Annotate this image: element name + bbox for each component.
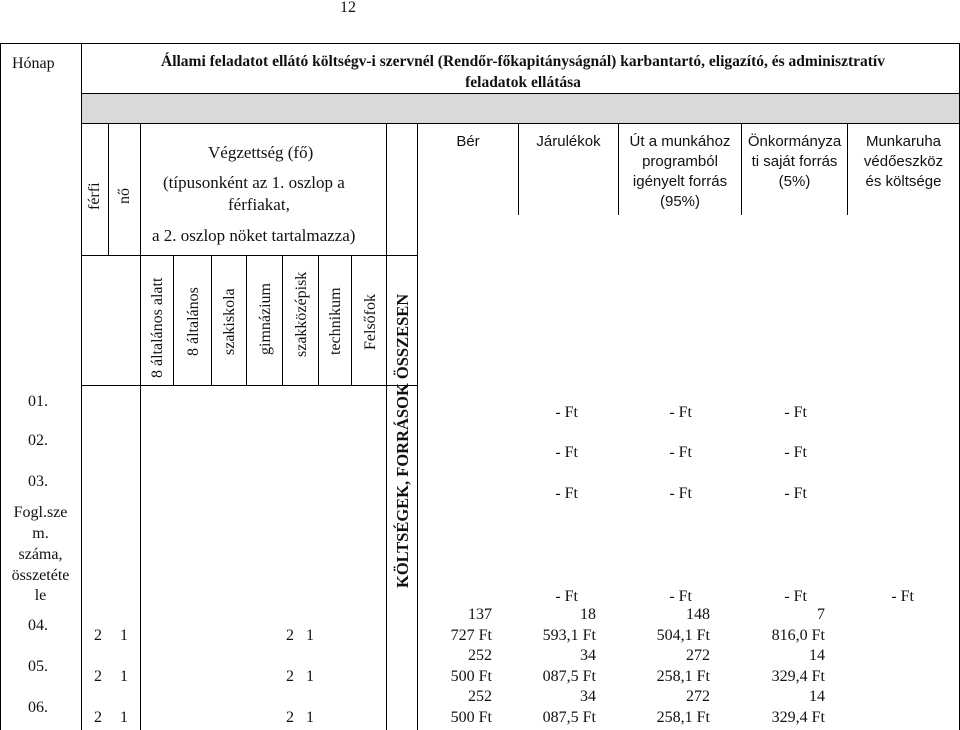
fogl-label-3: száma, bbox=[18, 546, 63, 563]
row04-onk-bot: 816,0 Ft bbox=[771, 627, 825, 644]
row06-ber-bot: 500 Ft bbox=[450, 709, 492, 726]
month-header: Hónap bbox=[12, 55, 55, 72]
row03-onk: - Ft bbox=[784, 485, 807, 502]
row05-onk-bot: 329,4 Ft bbox=[771, 668, 825, 685]
row04-female: 1 bbox=[120, 627, 128, 644]
header-ut-3: igényelt forrás bbox=[632, 173, 728, 190]
fogl-label-4: összetéte bbox=[11, 567, 70, 584]
row05-edu-f: 1 bbox=[306, 668, 314, 685]
month-04: 04. bbox=[28, 617, 48, 634]
row04-ut-top: 148 bbox=[686, 606, 710, 623]
row05-ut-bot: 258,1 Ft bbox=[656, 668, 710, 685]
report-title-line2: feladatok ellátása bbox=[465, 74, 581, 91]
row06-jar-bot: 087,5 Ft bbox=[542, 709, 596, 726]
male-header: férfi bbox=[86, 182, 103, 210]
level-label-0: 8 általános alatt bbox=[149, 277, 166, 378]
row06-onk-top: 14 bbox=[809, 688, 825, 705]
level-label-1: 8 általános bbox=[185, 287, 202, 356]
month-02: 02. bbox=[28, 432, 48, 449]
fogl-label-2: m. bbox=[32, 525, 49, 542]
header-munk-3: és költsége bbox=[865, 173, 942, 190]
row06-ut-top: 272 bbox=[686, 688, 710, 705]
row03-jarulekok: - Ft bbox=[555, 485, 578, 502]
education-right-divider bbox=[386, 123, 387, 730]
month-06: 06. bbox=[28, 699, 48, 716]
header-munk-2: védőeszköz bbox=[863, 153, 944, 170]
header-onk-2: ti saját forrás bbox=[751, 153, 838, 170]
row06-ber-top: 252 bbox=[468, 688, 492, 705]
row06-edu-f: 1 bbox=[306, 709, 314, 726]
row04-ber-bot: 727 Ft bbox=[450, 627, 492, 644]
month-col-divider bbox=[81, 43, 82, 730]
header-ut-2: programból bbox=[642, 153, 718, 170]
level-label-5: technikum bbox=[327, 287, 344, 355]
row04-ber-top: 137 bbox=[468, 606, 492, 623]
row06-ut-bot: 258,1 Ft bbox=[656, 709, 710, 726]
row04-edu-m: 2 bbox=[286, 627, 294, 644]
header-onk-1: Önkormányza bbox=[747, 133, 842, 150]
page-number: 12 bbox=[340, 0, 356, 16]
level-header-bottom bbox=[81, 385, 417, 386]
header-munk-1: Munkaruha bbox=[865, 133, 942, 150]
education-heading: Végzettség (fő) bbox=[208, 143, 314, 162]
row02-onk: - Ft bbox=[784, 444, 807, 461]
fogl-munk: - Ft bbox=[891, 588, 914, 605]
month-03: 03. bbox=[28, 473, 48, 490]
cost-header-top bbox=[417, 123, 959, 124]
header-ber: Bér bbox=[456, 133, 480, 150]
row04-male: 2 bbox=[94, 627, 102, 644]
level-divider-5 bbox=[318, 255, 319, 385]
row04-ut-bot: 504,1 Ft bbox=[656, 627, 710, 644]
total-col-divider bbox=[417, 123, 418, 730]
level-label-3: gimnázium bbox=[257, 283, 274, 355]
education-note-1: (típusonként az 1. oszlop a bbox=[163, 173, 345, 192]
row04-jar-top: 18 bbox=[580, 606, 596, 623]
total-costs-label: KÖLTSÉGEK, FORRÁSOK ÖSSZESEN bbox=[393, 293, 412, 588]
row05-female: 1 bbox=[120, 668, 128, 685]
female-col-divider bbox=[140, 123, 141, 255]
level-label-2: szakiskola bbox=[221, 288, 238, 355]
row05-onk-top: 14 bbox=[809, 647, 825, 664]
row04-jar-bot: 593,1 Ft bbox=[542, 627, 596, 644]
row06-edu-m: 2 bbox=[286, 709, 294, 726]
fogl-ut: - Ft bbox=[669, 588, 692, 605]
month-01: 01. bbox=[28, 393, 48, 410]
row06-male: 2 bbox=[94, 709, 102, 726]
header-onk-3: (5%) bbox=[778, 173, 811, 190]
level-divider-6 bbox=[351, 255, 352, 385]
row05-ber-bot: 500 Ft bbox=[450, 668, 492, 685]
row05-jar-bot: 087,5 Ft bbox=[542, 668, 596, 685]
level-divider-3 bbox=[246, 255, 247, 385]
row06-female: 1 bbox=[120, 709, 128, 726]
grey-band bbox=[82, 94, 959, 123]
row06-onk-bot: 329,4 Ft bbox=[771, 709, 825, 726]
fogl-label-5: le bbox=[34, 587, 47, 604]
level-label-4: szakközépisk bbox=[293, 271, 310, 357]
education-note-3: a 2. oszlop nöket tartalmazza) bbox=[152, 226, 356, 245]
row02-jarulekok: - Ft bbox=[555, 444, 578, 461]
row05-edu-m: 2 bbox=[286, 668, 294, 685]
level-divider-2 bbox=[211, 255, 212, 385]
row02-ut: - Ft bbox=[669, 444, 692, 461]
level-divider-1 bbox=[173, 255, 174, 385]
report-title-line1: Állami feladatot ellátó költségv-i szervnél (Rendőr-főkapitányságnál) karbantartó, eligazító, és adminisztratív bbox=[161, 53, 885, 70]
row01-onk: - Ft bbox=[784, 404, 807, 421]
fogl-jarulekok: - Ft bbox=[555, 588, 578, 605]
female-header: nő bbox=[116, 188, 133, 204]
row05-ut-top: 272 bbox=[686, 647, 710, 664]
fogl-onk: - Ft bbox=[784, 588, 807, 605]
header-jarulekok: Járulékok bbox=[536, 133, 601, 150]
fogl-label-1: Fogl.sze bbox=[13, 504, 68, 521]
row01-ut: - Ft bbox=[669, 404, 692, 421]
education-note-2: férfiakat, bbox=[228, 195, 290, 214]
row03-ut: - Ft bbox=[669, 485, 692, 502]
header-ut-1: Út a munkához bbox=[629, 133, 731, 150]
row05-male: 2 bbox=[94, 668, 102, 685]
level-label-6: Felsőfok bbox=[362, 294, 379, 350]
row05-jar-top: 34 bbox=[580, 647, 596, 664]
header-ut-4: (95%) bbox=[659, 193, 700, 210]
level-header-top bbox=[81, 255, 417, 256]
month-05: 05. bbox=[28, 658, 48, 675]
level-divider-0 bbox=[140, 255, 141, 730]
row04-onk-top: 7 bbox=[817, 606, 825, 623]
male-col-divider bbox=[108, 123, 109, 255]
row01-jarulekok: - Ft bbox=[555, 404, 578, 421]
table-top-border bbox=[0, 43, 960, 44]
table-left-border bbox=[0, 43, 1, 730]
level-divider-4 bbox=[282, 255, 283, 385]
row05-ber-top: 252 bbox=[468, 647, 492, 664]
row04-edu-f: 1 bbox=[306, 627, 314, 644]
row06-jar-top: 34 bbox=[580, 688, 596, 705]
